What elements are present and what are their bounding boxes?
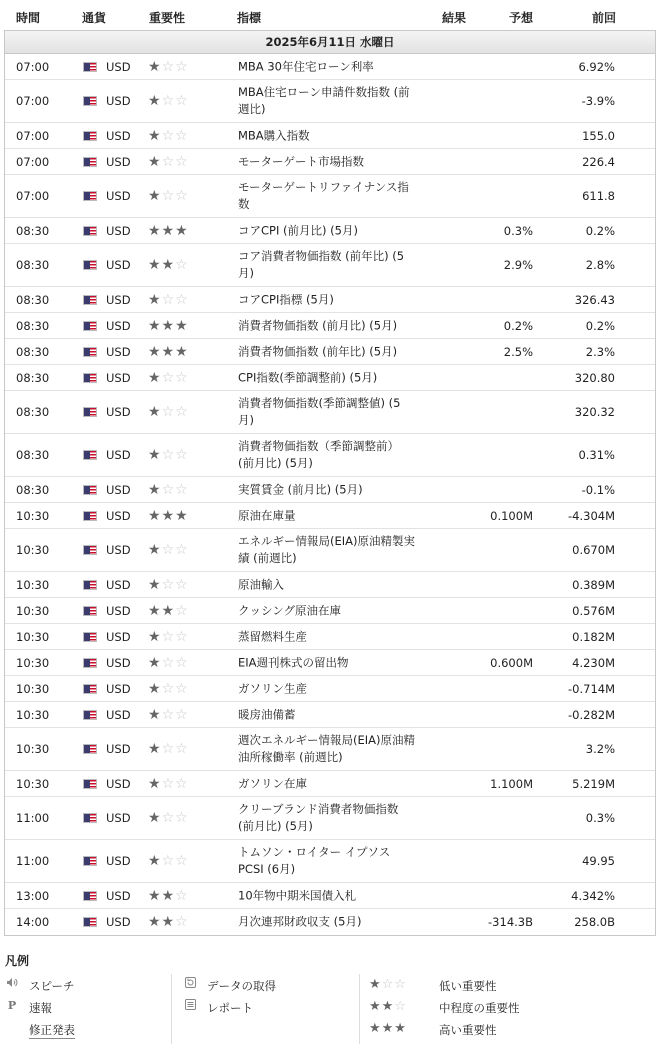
- us-flag-icon: [83, 813, 97, 823]
- importance-stars-icon: ★☆☆: [148, 775, 189, 792]
- event-time: 08:30: [16, 370, 50, 385]
- importance-stars-icon: ★★★: [148, 343, 189, 360]
- event-currency: USD: [106, 707, 131, 722]
- us-flag-icon: [83, 684, 97, 694]
- event-previous: 258.0B: [574, 915, 615, 929]
- table-row[interactable]: [5, 650, 655, 676]
- us-flag-icon: [83, 131, 97, 141]
- us-flag-icon: [83, 580, 97, 590]
- importance-stars-icon: ★★★: [148, 507, 189, 524]
- event-currency: USD: [106, 543, 131, 557]
- event-previous: 49.95: [582, 854, 615, 868]
- table-row[interactable]: [5, 477, 655, 503]
- us-flag-icon: [83, 295, 97, 305]
- importance-stars-icon: ★☆☆: [148, 127, 189, 144]
- event-currency: USD: [106, 94, 131, 108]
- date-row: 2025年6月11日 水曜日: [5, 31, 655, 54]
- event-currency: USD: [106, 742, 131, 756]
- event-indicator[interactable]: MBA購入指数: [238, 128, 310, 142]
- event-previous: -0.1%: [581, 482, 615, 497]
- importance-stars-icon: ★☆☆: [148, 741, 189, 757]
- event-indicator[interactable]: コアCPI指標 (5月): [238, 292, 334, 306]
- event-indicator[interactable]: MBA住宅ローン申請件数指数 (前週比): [238, 85, 410, 116]
- event-previous: 320.32: [574, 405, 615, 419]
- event-indicator[interactable]: 実質賃金 (前月比) (5月): [238, 482, 363, 496]
- event-indicator[interactable]: 原油輸入: [238, 577, 284, 591]
- event-currency: USD: [106, 223, 131, 238]
- importance-stars-icon: ★☆☆: [148, 810, 189, 826]
- event-time: 08:30: [16, 405, 50, 419]
- event-previous: -4.304M: [568, 508, 615, 523]
- legend-divider: [359, 974, 360, 1044]
- us-flag-icon: [83, 226, 97, 236]
- event-previous: 0.389M: [572, 577, 615, 592]
- event-time: 07:00: [16, 59, 50, 74]
- event-previous: 6.92%: [578, 59, 615, 74]
- event-currency: USD: [106, 370, 131, 385]
- event-indicator[interactable]: ガソリン生産: [238, 681, 307, 695]
- header-importance: 重要性: [149, 11, 186, 25]
- event-forecast: 0.600M: [490, 655, 533, 670]
- document-icon: [183, 999, 197, 1013]
- legend-divider: [171, 974, 172, 1044]
- importance-stars-icon: ★☆☆: [148, 188, 189, 204]
- us-flag-icon: [83, 62, 97, 72]
- importance-stars-icon: ★☆☆: [148, 481, 189, 498]
- us-flag-icon: [83, 511, 97, 521]
- event-time: 07:00: [16, 128, 50, 143]
- event-previous: -0.714M: [568, 681, 615, 696]
- medium-importance-icon: ★★☆: [369, 999, 407, 1014]
- event-forecast: 2.5%: [503, 344, 533, 359]
- event-indicator[interactable]: 月次連邦財政収支 (5月): [238, 914, 362, 929]
- event-currency: USD: [106, 448, 131, 462]
- table-row[interactable]: [5, 572, 655, 598]
- event-forecast: 1.100M: [490, 776, 533, 791]
- table-row[interactable]: [5, 702, 655, 728]
- event-currency: USD: [106, 292, 131, 307]
- event-currency: USD: [106, 681, 131, 696]
- header-indicator: 指標: [237, 11, 262, 25]
- event-previous: 2.8%: [585, 258, 615, 272]
- us-flag-icon: [83, 157, 97, 167]
- refresh-icon: [183, 977, 197, 991]
- importance-stars-icon: ★☆☆: [148, 447, 189, 463]
- event-indicator[interactable]: 消費者物価指数 (前年比) (5月): [238, 344, 398, 358]
- event-previous: 5.219M: [572, 776, 615, 791]
- event-currency: USD: [106, 915, 131, 929]
- event-indicator[interactable]: モーターゲート市場指数: [238, 154, 365, 168]
- table-row[interactable]: [5, 728, 655, 771]
- us-flag-icon: [83, 545, 97, 555]
- event-previous: 320.80: [574, 370, 615, 385]
- event-time: 10:30: [16, 655, 50, 670]
- event-time: 08:30: [16, 258, 50, 272]
- us-flag-icon: [83, 321, 97, 331]
- us-flag-icon: [83, 347, 97, 357]
- event-indicator[interactable]: 原油在庫量: [238, 508, 296, 522]
- header-actual: 結果: [442, 11, 467, 25]
- event-time: 11:00: [16, 854, 50, 868]
- importance-stars-icon: ★☆☆: [148, 291, 189, 308]
- event-previous: 0.182M: [572, 629, 615, 644]
- importance-stars-icon: ★★☆: [148, 914, 189, 930]
- us-flag-icon: [83, 260, 97, 270]
- event-currency: USD: [106, 189, 131, 203]
- event-forecast: 2.9%: [503, 258, 533, 272]
- event-currency: USD: [106, 776, 131, 791]
- event-previous: 155.0: [582, 128, 615, 143]
- calendar-table: [4, 30, 656, 936]
- importance-stars-icon: ★☆☆: [148, 93, 189, 109]
- event-currency: USD: [106, 655, 131, 670]
- table-row[interactable]: [5, 883, 655, 909]
- event-time: 07:00: [16, 189, 50, 203]
- event-time: 07:00: [16, 154, 50, 169]
- event-forecast: -314.3B: [488, 915, 533, 929]
- us-flag-icon: [83, 450, 97, 460]
- event-indicator[interactable]: エネルギー情報局(EIA)原油精製実績 (前週比): [238, 534, 415, 565]
- event-indicator[interactable]: 週次エネルギー情報局(EIA)原油精油所稼働率 (前週比): [238, 733, 415, 764]
- event-previous: 611.8: [582, 189, 615, 203]
- event-previous: 0.670M: [572, 543, 615, 557]
- event-indicator[interactable]: モーターゲートリファイナンス指数: [238, 180, 409, 211]
- event-indicator[interactable]: コアCPI (前月比) (5月): [238, 223, 358, 237]
- event-indicator[interactable]: 蒸留燃料生産: [238, 629, 307, 643]
- event-time: 08:30: [16, 223, 50, 238]
- us-flag-icon: [83, 632, 97, 642]
- event-time: 10:30: [16, 707, 50, 722]
- event-time: 10:30: [16, 629, 50, 644]
- importance-stars-icon: ★☆☆: [148, 628, 189, 645]
- table-row[interactable]: [5, 244, 655, 287]
- event-previous: 0.576M: [572, 603, 615, 618]
- event-currency: USD: [106, 603, 131, 618]
- importance-stars-icon: ★☆☆: [148, 654, 189, 671]
- event-time: 10:30: [16, 508, 50, 523]
- event-previous: -0.282M: [568, 707, 615, 722]
- importance-stars-icon: ★☆☆: [148, 58, 189, 75]
- importance-stars-icon: ★☆☆: [148, 153, 189, 170]
- event-previous: 0.2%: [585, 223, 615, 238]
- event-indicator[interactable]: CPI指数(季節調整前) (5月): [238, 370, 378, 384]
- event-indicator[interactable]: トムソン・ロイター イプソス PCSI (6月): [238, 845, 391, 876]
- table-row[interactable]: [5, 123, 655, 149]
- table-row[interactable]: [5, 313, 655, 339]
- event-currency: USD: [106, 811, 131, 825]
- preliminary-icon: P: [7, 999, 17, 1012]
- event-indicator[interactable]: クリーブランド消費者物価指数 (前月比) (5月): [238, 802, 399, 833]
- us-flag-icon: [83, 191, 97, 201]
- importance-stars-icon: ★☆☆: [148, 542, 189, 558]
- event-currency: USD: [106, 318, 131, 333]
- importance-stars-icon: ★★☆: [148, 257, 189, 273]
- table-row[interactable]: [5, 503, 655, 529]
- event-time: 10:30: [16, 603, 50, 618]
- table-row[interactable]: [5, 287, 655, 313]
- event-forecast: 0.3%: [503, 223, 533, 238]
- event-previous: 2.3%: [585, 344, 615, 359]
- importance-stars-icon: ★★☆: [148, 887, 189, 904]
- event-time: 07:00: [16, 94, 50, 108]
- event-indicator[interactable]: 消費者物価指数(季節調整値) (5月): [238, 396, 401, 427]
- us-flag-icon: [83, 658, 97, 668]
- event-time: 08:30: [16, 344, 50, 359]
- event-forecast: 0.100M: [490, 508, 533, 523]
- table-row[interactable]: [5, 771, 655, 797]
- us-flag-icon: [83, 917, 97, 927]
- table-row[interactable]: [5, 840, 655, 883]
- event-indicator[interactable]: MBA 30年住宅ローン利率: [238, 59, 374, 73]
- us-flag-icon: [83, 96, 97, 106]
- event-time: 10:30: [16, 681, 50, 696]
- event-currency: USD: [106, 59, 131, 74]
- event-indicator[interactable]: EIA週刊株式の留出物: [238, 655, 349, 669]
- us-flag-icon: [83, 407, 97, 417]
- event-previous: 326.43: [574, 292, 615, 307]
- importance-stars-icon: ★★☆: [148, 602, 189, 619]
- table-header: [4, 0, 656, 30]
- event-time: 08:30: [16, 318, 50, 333]
- event-currency: USD: [106, 482, 131, 497]
- event-indicator[interactable]: 10年物中期米国債入札: [238, 888, 357, 902]
- legend: 凡例 スピーチ P 速報 修正発表 データの取得 レポート ★☆☆ 低い重要性 ★★☆ 中程度の重要性 ★★★ 高い重要性: [5, 952, 655, 979]
- event-time: 14:00: [16, 915, 50, 929]
- event-previous: 226.4: [582, 154, 615, 169]
- importance-stars-icon: ★★★: [148, 222, 189, 239]
- table-row[interactable]: [5, 797, 655, 840]
- event-indicator[interactable]: クッシング原油在庫: [238, 603, 341, 617]
- event-time: 11:00: [16, 811, 50, 825]
- speaker-icon: [5, 977, 19, 991]
- us-flag-icon: [83, 779, 97, 789]
- table-row[interactable]: [5, 529, 655, 572]
- event-time: 10:30: [16, 776, 50, 791]
- event-previous: 4.342%: [571, 888, 615, 903]
- event-time: 10:30: [16, 543, 50, 557]
- table-row[interactable]: [5, 676, 655, 702]
- importance-stars-icon: ★☆☆: [148, 369, 189, 386]
- table-row[interactable]: [5, 391, 655, 434]
- event-currency: USD: [106, 128, 131, 143]
- event-time: 08:30: [16, 292, 50, 307]
- importance-stars-icon: ★☆☆: [148, 576, 189, 593]
- table-row[interactable]: [5, 54, 655, 80]
- us-flag-icon: [83, 744, 97, 754]
- table-row[interactable]: [5, 434, 655, 477]
- event-indicator[interactable]: 暖房油備蓄: [238, 707, 296, 721]
- event-currency: USD: [106, 888, 131, 903]
- header-forecast: 予想: [509, 11, 534, 25]
- event-indicator[interactable]: ガソリン在庫: [238, 776, 307, 790]
- us-flag-icon: [83, 606, 97, 616]
- event-currency: USD: [106, 508, 131, 523]
- event-currency: USD: [106, 629, 131, 644]
- event-previous: 3.2%: [585, 742, 615, 756]
- event-previous: -3.9%: [581, 94, 615, 108]
- event-forecast: 0.2%: [503, 318, 533, 333]
- legend-title: 凡例: [5, 954, 30, 968]
- low-importance-icon: ★☆☆: [369, 977, 407, 992]
- table-row[interactable]: [5, 909, 655, 935]
- event-time: 10:30: [16, 742, 50, 756]
- us-flag-icon: [83, 710, 97, 720]
- event-currency: USD: [106, 344, 131, 359]
- table-row[interactable]: [5, 175, 655, 218]
- table-row[interactable]: [5, 218, 655, 244]
- event-indicator[interactable]: 消費者物価指数 (前月比) (5月): [238, 318, 398, 332]
- event-currency: USD: [106, 405, 131, 419]
- importance-stars-icon: ★☆☆: [148, 853, 189, 869]
- us-flag-icon: [83, 891, 97, 901]
- importance-stars-icon: ★☆☆: [148, 680, 189, 697]
- event-time: 13:00: [16, 888, 50, 903]
- importance-stars-icon: ★☆☆: [148, 404, 189, 420]
- event-currency: USD: [106, 854, 131, 868]
- table-row[interactable]: [5, 339, 655, 365]
- event-indicator[interactable]: 消費者物価指数（季節調整前） (前月比) (5月): [238, 439, 399, 470]
- table-row[interactable]: [5, 149, 655, 175]
- importance-stars-icon: ★☆☆: [148, 706, 189, 723]
- table-row[interactable]: [5, 598, 655, 624]
- economic-calendar: [4, 0, 656, 936]
- event-time: 08:30: [16, 448, 50, 462]
- header-time: 時間: [16, 11, 41, 25]
- event-previous: 4.230M: [572, 655, 615, 670]
- event-currency: USD: [106, 154, 131, 169]
- us-flag-icon: [83, 373, 97, 383]
- event-previous: 0.31%: [578, 448, 615, 462]
- event-currency: USD: [106, 258, 131, 272]
- event-currency: USD: [106, 577, 131, 592]
- event-time: 10:30: [16, 577, 50, 592]
- us-flag-icon: [83, 485, 97, 495]
- header-previous: 前回: [592, 11, 617, 25]
- table-row[interactable]: [5, 80, 655, 123]
- importance-stars-icon: ★★★: [148, 317, 189, 334]
- event-time: 08:30: [16, 482, 50, 497]
- event-indicator[interactable]: コア消費者物価指数 (前年比) (5月): [238, 249, 405, 280]
- table-row[interactable]: [5, 624, 655, 650]
- header-currency: 通貨: [82, 11, 107, 25]
- event-previous: 0.3%: [585, 811, 615, 825]
- high-importance-icon: ★★★: [369, 1021, 407, 1036]
- event-previous: 0.2%: [585, 318, 615, 333]
- us-flag-icon: [83, 856, 97, 866]
- table-row[interactable]: [5, 365, 655, 391]
